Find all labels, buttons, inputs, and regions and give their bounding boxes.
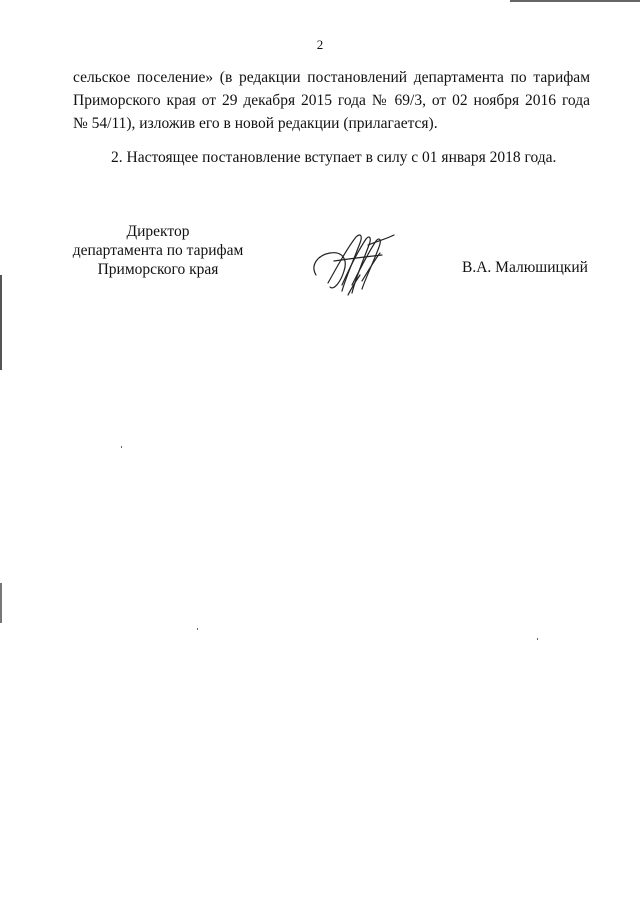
signatory-title-line-3: Приморского края xyxy=(97,261,219,278)
paragraph-effective-date: 2. Настоящее постановление вступает в силу с 01 января 2018 года. xyxy=(111,149,557,166)
signatory-name: В.А. Малюшицкий xyxy=(462,259,588,276)
scan-speck xyxy=(121,446,122,448)
scan-speck xyxy=(197,628,198,630)
paragraph-1-line-3: № 54/11), изложив его в новой редакции (прилагается). xyxy=(73,115,438,132)
signatory-title-line-2: департамента по тарифам xyxy=(72,242,244,259)
scan-speck xyxy=(537,638,538,640)
signature-block xyxy=(0,222,640,302)
paragraph-continuation xyxy=(73,66,590,135)
scan-edge-left-lower xyxy=(0,583,2,623)
scan-edge-top xyxy=(510,0,640,2)
signatory-title xyxy=(58,222,258,279)
signatory-title-line-1: Директор xyxy=(126,223,190,240)
paragraph-1-line-2: Приморского края от 29 декабря 2015 года № 69/3, от 02 ноября 2016 года xyxy=(73,92,590,109)
page-number: 2 xyxy=(316,37,324,52)
handwritten-signature xyxy=(308,225,398,300)
paragraph-1-line-1: сельское поселение» (в редакции постановлений департамента по тарифам xyxy=(73,69,590,86)
